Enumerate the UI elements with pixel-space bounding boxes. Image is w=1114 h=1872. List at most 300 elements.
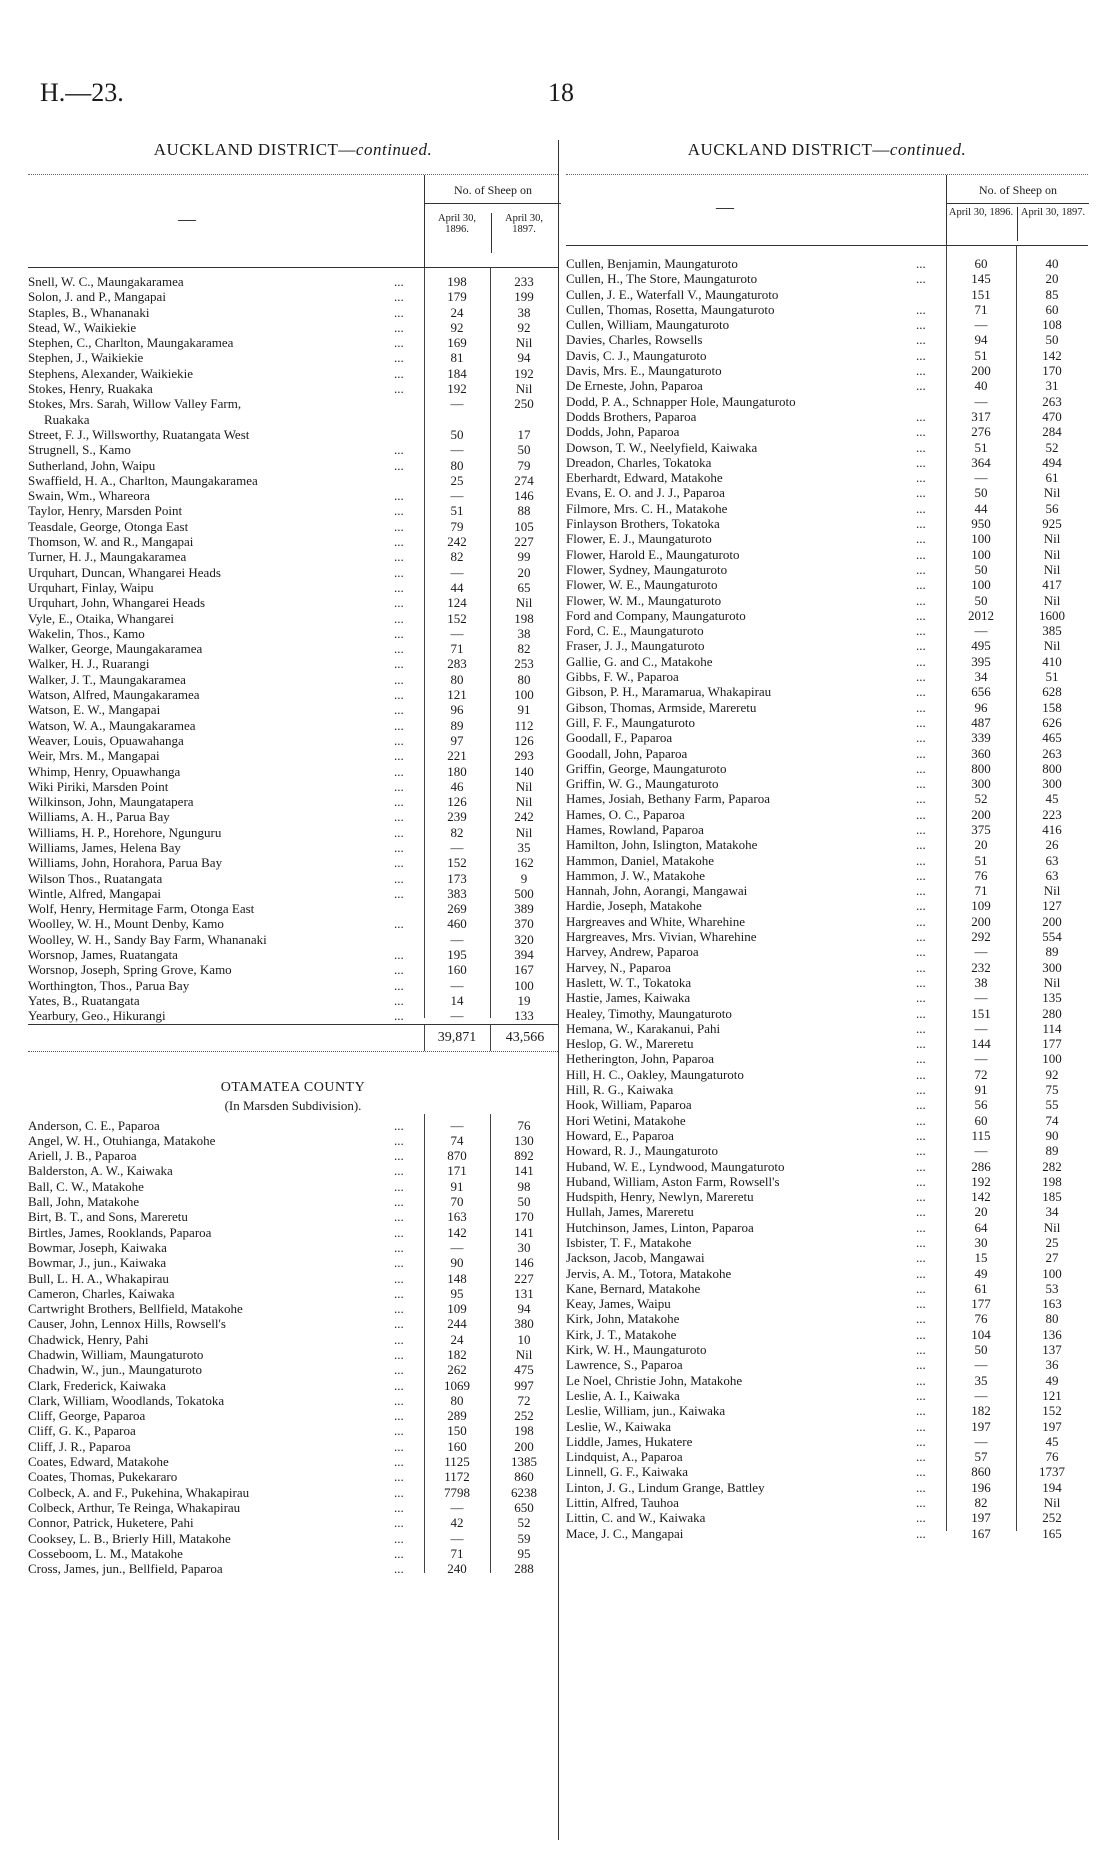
owner-name: Urquhart, Duncan, Whangarei Heads: [28, 564, 221, 580]
sheep-count-1897: 40: [1045, 256, 1059, 271]
sheep-count-1896: 76: [974, 1311, 988, 1327]
table-row: [28, 1515, 558, 1530]
table-row: [28, 1133, 558, 1148]
leader-dots: ...: [394, 319, 404, 335]
table-row: [28, 1531, 558, 1546]
owner-name: Wilkinson, John, Maungatapera: [28, 794, 194, 810]
sheep-count-1897: 500: [514, 885, 534, 901]
sheep-count-1897: 417: [1042, 577, 1062, 593]
owner-name: Isbister, T. F., Matakohe: [566, 1235, 692, 1250]
column-rule: [490, 268, 491, 1018]
owner-name: Leslie, A. I., Kaiwaka: [566, 1387, 680, 1403]
right-table-body: [566, 246, 1088, 1541]
sheep-count-1897: 146: [514, 488, 534, 504]
owner-name: Leslie, W., Kaiwaka: [566, 1418, 672, 1434]
sheep-count-1897: 416: [1042, 821, 1062, 837]
sheep-count-1896: 171: [447, 1163, 467, 1179]
sheep-count-1896: 182: [971, 1403, 991, 1419]
leader-dots: ...: [394, 534, 404, 550]
sheep-count-1896: 24: [450, 304, 464, 320]
table-row: [566, 822, 1088, 837]
sheep-count-1896: 179: [447, 289, 467, 305]
owner-name: Lindquist, A., Paparoa: [566, 1449, 683, 1465]
table-row: [28, 1393, 558, 1408]
sheep-count-1897: 114: [1042, 1020, 1062, 1036]
leader-dots: ...: [394, 518, 404, 534]
table-row: [566, 791, 1088, 806]
sheep-count-1896: —: [974, 1433, 988, 1449]
table-row: [566, 761, 1088, 776]
owner-name: Eberhardt, Edward, Matakohe: [566, 470, 723, 486]
sheep-count-1897: Nil: [515, 335, 533, 351]
sheep-count-1897: 100: [1042, 1265, 1062, 1281]
sheep-count-1896: 72: [974, 1066, 988, 1082]
table-row: [566, 1373, 1088, 1388]
leader-dots: ...: [916, 439, 926, 455]
right-table-header: [566, 174, 1088, 246]
leader-dots: ...: [916, 867, 926, 883]
sheep-count-1897: 45: [1045, 791, 1059, 807]
sheep-count-1897: 52: [517, 1515, 531, 1531]
sheep-count-1896: 61: [974, 1280, 988, 1296]
sheep-count-1896: 800: [971, 760, 991, 776]
leader-dots: ...: [916, 1051, 926, 1067]
table-row: [28, 733, 558, 748]
owner-name: Liddle, James, Hukatere: [566, 1433, 693, 1449]
sheep-count-1897: 158: [1042, 699, 1062, 715]
sheep-count-1896: —: [974, 623, 988, 639]
table-row: [566, 1174, 1088, 1189]
owner-name: Gill, F. F., Maungaturoto: [566, 714, 696, 730]
sheep-count-1896: —: [974, 317, 988, 333]
leader-dots: ...: [916, 485, 926, 501]
owner-name: Hutchinson, James, Linton, Paparoa: [566, 1219, 754, 1235]
sheep-count-1896: 80: [450, 671, 464, 687]
owner-name: Davis, Mrs. E., Maungaturoto: [566, 363, 722, 379]
owner-name: Cosseboom, L. M., Matakohe: [28, 1545, 183, 1561]
sheep-count-1897: 250: [514, 396, 534, 412]
owner-name: Clark, William, Woodlands, Tokatoka: [28, 1392, 225, 1408]
table-row: [28, 549, 558, 564]
sheep-count-1896: —: [450, 931, 464, 947]
table-row: [28, 626, 558, 641]
table-row: [28, 764, 558, 779]
sheep-count-1896: 57: [974, 1449, 988, 1465]
sheep-count-1896: 100: [971, 531, 991, 547]
leader-dots: ...: [916, 760, 926, 776]
sheep-count-1897: Nil: [515, 595, 533, 611]
sheep-count-1897: 26: [1045, 837, 1059, 853]
owner-name: Evans, E. O. and J. J., Paparoa: [566, 485, 725, 501]
sheep-count-1896: —: [974, 1051, 988, 1067]
leader-dots: ...: [394, 1469, 404, 1485]
sheep-count-1896: —: [450, 1530, 464, 1546]
sheep-count-1896: 1069: [444, 1377, 470, 1393]
leader-dots: ...: [916, 1020, 926, 1036]
sheep-count-1896: 860: [971, 1464, 991, 1480]
sheep-count-1896: 30: [974, 1235, 988, 1250]
sheep-count-1897: 1385: [511, 1454, 537, 1470]
table-row: [566, 378, 1088, 393]
leader-dots: ...: [916, 424, 926, 440]
table-row: [566, 1434, 1088, 1449]
sheep-count-1897: 626: [1042, 714, 1062, 730]
leader-dots: ...: [394, 549, 404, 565]
sheep-count-1896: 82: [450, 824, 464, 840]
table-row: [566, 317, 1088, 332]
sheep-count-1897: 94: [517, 1301, 531, 1317]
owner-name: Cullen, William, Maungaturoto: [566, 317, 730, 333]
sheep-count-1897: 263: [1042, 745, 1062, 761]
table-row: [28, 427, 558, 442]
table-row: [566, 975, 1088, 990]
sheep-count-1897: 100: [514, 977, 534, 993]
sheep-count-1897: 200: [514, 1438, 534, 1454]
owner-name: Flower, W. E., Maungaturoto: [566, 577, 718, 593]
sheep-count-1897: 650: [514, 1499, 534, 1515]
owner-name: Stephen, C., Charlton, Maungakaramea: [28, 335, 234, 351]
owner-name: Yates, B., Ruatangata: [28, 992, 140, 1008]
owner-name: Woolley, W. H., Sandy Bay Farm, Whananaki: [28, 931, 267, 947]
leader-dots: ...: [394, 702, 404, 718]
table-row: [566, 516, 1088, 531]
sheep-count-1897: 1737: [1039, 1464, 1065, 1480]
owner-name: Dodds Brothers, Paparoa: [566, 408, 697, 424]
sheep-count-1897: 167: [514, 962, 534, 978]
owner-name: Thomson, W. and R., Mangapai: [28, 534, 194, 550]
sheep-count-1896: 20: [974, 1204, 988, 1220]
sheep-count-1896: 44: [974, 500, 988, 516]
leader-dots: ...: [916, 1342, 926, 1358]
sheep-count-1897: 410: [1042, 653, 1062, 669]
sheep-count-1896: 276: [971, 424, 991, 440]
table-row: [28, 916, 558, 931]
sheep-count-1896: 283: [447, 656, 467, 672]
owner-name: Cliff, G. K., Paparoa: [28, 1423, 136, 1439]
table-row: [28, 534, 558, 549]
table-row: [28, 1378, 558, 1393]
sheep-count-1896: 151: [971, 1005, 991, 1021]
sheep-count-1896: 364: [971, 454, 991, 470]
sheep-count-1896: 15: [974, 1250, 988, 1266]
owner-name: Dowson, T. W., Neelyfield, Kaiwaka: [566, 439, 758, 455]
sheep-count-1896: 35: [974, 1372, 988, 1388]
sheep-count-1897: 53: [1045, 1280, 1059, 1296]
leader-dots: ...: [394, 1438, 404, 1454]
total-1897: 43,566: [490, 1025, 559, 1051]
sheep-count-1896: 300: [971, 776, 991, 792]
table-row: [28, 1209, 558, 1224]
leader-dots: ...: [916, 347, 926, 363]
sheep-count-1896: 44: [450, 579, 464, 595]
leader-dots: ...: [394, 1148, 404, 1164]
owner-name: Hill, H. C., Oakley, Maungaturoto: [566, 1066, 744, 1082]
owner-name: Worsnop, Joseph, Spring Grove, Kamo: [28, 962, 232, 978]
table-row: [566, 1296, 1088, 1311]
name-column-header: —: [178, 209, 196, 229]
sheep-count-1897: 75: [1045, 1082, 1059, 1098]
leader-dots: ...: [916, 730, 926, 746]
sheep-count-1896: 71: [974, 883, 988, 899]
leader-dots: ...: [916, 256, 926, 271]
leader-dots: ...: [916, 1082, 926, 1098]
sheep-count-1897: 30: [517, 1239, 531, 1255]
owner-name: Kirk, J. T., Matakohe: [566, 1326, 677, 1342]
sheep-count-1897: 17: [517, 426, 531, 442]
owner-name: Watson, Alfred, Maungakaramea: [28, 687, 200, 703]
leader-dots: ...: [394, 457, 404, 473]
owner-name: Cullen, J. E., Waterfall V., Maungaturoto: [566, 286, 779, 302]
table-row: [566, 363, 1088, 378]
table-row: [28, 947, 558, 962]
sheep-count-1897: 263: [1042, 393, 1062, 409]
owner-name: Haslett, W. T., Tokatoka: [566, 974, 692, 990]
owner-name: Gallie, G. and C., Matakohe: [566, 653, 713, 669]
sheep-count-1896: 495: [971, 638, 991, 654]
sheep-count-1896: 64: [974, 1219, 988, 1235]
leader-dots: ...: [916, 1112, 926, 1128]
leader-dots: ...: [394, 442, 404, 458]
leader-dots: ...: [394, 350, 404, 366]
table-row: [566, 1327, 1088, 1342]
leader-dots: ...: [916, 1296, 926, 1312]
table-row: [566, 470, 1088, 485]
sheep-count-1897: 997: [514, 1377, 534, 1393]
table-row: [566, 1143, 1088, 1158]
sheep-count-1897: 9: [520, 870, 528, 886]
table-row: [28, 855, 558, 870]
sheep-count-1896: 244: [447, 1316, 467, 1332]
leader-dots: ...: [394, 992, 404, 1008]
owner-name: Howard, R. J., Maungaturoto: [566, 1143, 719, 1159]
leader-dots: ...: [916, 561, 926, 577]
table-row: [28, 1485, 558, 1500]
sheep-count-1896: 115: [971, 1127, 991, 1143]
sheep-count-1896: 92: [450, 319, 464, 335]
owner-name: Cooksey, L. B., Brierly Hill, Matakohe: [28, 1530, 231, 1546]
table-row: [566, 1388, 1088, 1403]
sheep-count-1897: Nil: [1043, 1495, 1061, 1511]
owner-name: De Erneste, John, Paparoa: [566, 378, 703, 394]
sheep-count-1897: 800: [1042, 760, 1062, 776]
sheep-count-1896: 160: [447, 1438, 467, 1454]
sheep-count-1896: 109: [971, 898, 991, 914]
sheep-count-1897: 288: [514, 1561, 534, 1577]
table-row: [566, 1266, 1088, 1281]
sheep-count-1897: 72: [517, 1392, 531, 1408]
owner-name: Ford and Company, Maungaturoto: [566, 607, 746, 623]
leader-dots: ...: [394, 595, 404, 611]
owner-name: Hargreaves and White, Wharehine: [566, 913, 746, 929]
sheep-count-1897: 89: [1045, 1143, 1059, 1159]
owner-name: Sutherland, John, Waipu: [28, 457, 156, 473]
sheep-count-1896: 148: [447, 1270, 467, 1286]
leader-dots: ...: [394, 1117, 404, 1133]
table-row: [566, 394, 1088, 409]
leader-dots: ...: [916, 1495, 926, 1511]
sheep-count-1897: 63: [1045, 867, 1059, 883]
owner-name: Walker, George, Maungakaramea: [28, 641, 203, 657]
table-row: [566, 593, 1088, 608]
sheep-count-1897: 108: [1042, 317, 1062, 333]
table-row: [566, 302, 1088, 317]
owner-name: Kirk, John, Matakohe: [566, 1311, 680, 1327]
column-rule: [424, 268, 425, 1018]
leader-dots: ...: [916, 516, 926, 532]
sheep-count-1896: 51: [974, 347, 988, 363]
table-row: [28, 565, 558, 580]
table-row: [28, 1008, 558, 1023]
leader-dots: ...: [394, 855, 404, 871]
sheep-count-1897: 133: [514, 1008, 534, 1024]
owner-name: Gibson, P. H., Maramarua, Whakapirau: [566, 684, 772, 700]
sheep-count-1896: 89: [450, 717, 464, 733]
sheep-count-1897: 141: [514, 1224, 534, 1240]
table-row: [566, 271, 1088, 286]
sheep-count-1897: 197: [1042, 1418, 1062, 1434]
table-row: [28, 1423, 558, 1438]
sheep-count-1896: 24: [450, 1331, 464, 1347]
table-row: [566, 256, 1088, 271]
owner-name: Wiki Piriki, Marsden Point: [28, 778, 169, 794]
page-number: 18: [548, 78, 574, 107]
table-row: [566, 730, 1088, 745]
sheep-count-1896: 177: [971, 1296, 991, 1312]
table-row: [566, 1113, 1088, 1128]
sheep-count-1896: 90: [450, 1255, 464, 1271]
sheep-count-1897: 85: [1045, 286, 1059, 302]
table-row: [566, 837, 1088, 852]
owner-name: Cullen, Benjamin, Maungaturoto: [566, 256, 738, 271]
sheep-count-1896: 46: [450, 778, 464, 794]
sheep-count-1896: 97: [450, 732, 464, 748]
sheep-count-1897: Nil: [515, 381, 533, 397]
table-row: [566, 1311, 1088, 1326]
leader-dots: ...: [394, 1545, 404, 1561]
sheep-count-1896: 42: [450, 1515, 464, 1531]
owner-name: Fraser, J. J., Maungaturoto: [566, 638, 705, 654]
owner-name: Dreadon, Charles, Tokatoka: [566, 454, 712, 470]
table-row: [28, 274, 558, 289]
owner-name: Hames, Josiah, Bethany Farm, Paparoa: [566, 791, 770, 807]
sheep-count-1896: —: [450, 625, 464, 641]
table-row: [28, 1362, 558, 1377]
leader-dots: ...: [394, 1331, 404, 1347]
owner-name: Chadwin, W., jun., Maungaturoto: [28, 1362, 203, 1378]
table-row: [28, 1225, 558, 1240]
table-row: [28, 687, 558, 702]
table-row: [566, 638, 1088, 653]
column-divider: [558, 140, 559, 1840]
owner-name: Gibson, Thomas, Armside, Mareretu: [566, 699, 757, 715]
owner-name: Chadwin, William, Maungaturoto: [28, 1347, 204, 1362]
table-row: [566, 776, 1088, 791]
sheep-count-1897: 141: [514, 1163, 534, 1179]
sheep-count-1896: 950: [971, 516, 991, 532]
leader-dots: ...: [916, 1525, 926, 1541]
leader-dots: ...: [394, 947, 404, 963]
sheep-count-1896: 51: [974, 852, 988, 868]
sheep-count-1897: 170: [1042, 363, 1062, 379]
sheep-count-1897: 227: [514, 534, 534, 550]
leader-dots: ...: [916, 638, 926, 654]
leader-dots: ...: [916, 852, 926, 868]
table-row: [566, 1495, 1088, 1510]
sheep-count-1897: 140: [514, 763, 534, 779]
owner-name: Linton, J. G., Lindum Grange, Battley: [566, 1479, 765, 1495]
sheep-count-1897: 94: [517, 350, 531, 366]
sheep-count-1897: 92: [1045, 1066, 1059, 1082]
sheep-count-1896: 487: [971, 714, 991, 730]
leader-dots: ...: [916, 1204, 926, 1220]
owner-name: Hardie, Joseph, Matakohe: [566, 898, 702, 914]
leader-dots: ...: [916, 317, 926, 333]
sheep-count-1896: 49: [974, 1265, 988, 1281]
sheep-count-1897: 50: [517, 1194, 531, 1210]
owner-name: Cullen, H., The Store, Maungaturoto: [566, 271, 758, 287]
leader-dots: ...: [916, 1433, 926, 1449]
header-april-1896: April 30, 1896.: [948, 207, 1014, 218]
sheep-count-1897: 137: [1042, 1342, 1062, 1358]
sheep-count-1897: 126: [514, 732, 534, 748]
owner-name: Vyle, E., Otaika, Whangarei: [28, 610, 174, 626]
sheep-count-1897: 45: [1045, 1433, 1059, 1449]
table-row: [28, 1561, 558, 1576]
table-row: [566, 1480, 1088, 1495]
sheep-count-1897: 465: [1042, 730, 1062, 746]
owner-name: Ariell, J. B., Paparoa: [28, 1148, 137, 1164]
sheep-count-1897: Nil: [1043, 592, 1061, 608]
leader-dots: ...: [916, 1005, 926, 1021]
sheep-count-1896: 60: [974, 256, 988, 271]
leader-dots: ...: [916, 1280, 926, 1296]
table-row: [566, 1357, 1088, 1372]
owner-name: Kirk, W. H., Maungaturoto: [566, 1342, 707, 1358]
table-row: [28, 1255, 558, 1270]
table-row: [566, 1342, 1088, 1357]
leader-dots: ...: [916, 546, 926, 562]
sheep-count-1897: 198: [1042, 1173, 1062, 1189]
leader-dots: ...: [394, 794, 404, 810]
table-row: [566, 287, 1088, 302]
leader-dots: ...: [394, 1515, 404, 1531]
owner-name: Heslop, G. W., Mareretu: [566, 1036, 694, 1052]
table-row: [28, 1546, 558, 1561]
leader-dots: ...: [916, 714, 926, 730]
table-row: [28, 595, 558, 610]
owner-name: Dodd, P. A., Schnapper Hole, Maungaturoto: [566, 393, 796, 409]
sheep-count-1897: 162: [514, 855, 534, 871]
total-row: [28, 1024, 558, 1052]
table-row: [28, 1194, 558, 1209]
table-row: [28, 901, 558, 916]
table-row: [28, 886, 558, 901]
leader-dots: ...: [916, 837, 926, 853]
table-row: [28, 702, 558, 717]
sheep-count-1896: 221: [447, 748, 467, 764]
owner-name: Swaffield, H. A., Charlton, Maungakaramea: [28, 472, 258, 488]
owner-name: Howard, E., Paparoa: [566, 1127, 674, 1143]
owner-name: Birtles, James, Rooklands, Paparoa: [28, 1224, 212, 1240]
leader-dots: ...: [394, 717, 404, 733]
sheep-count-1897: 98: [517, 1178, 531, 1194]
sheep-count-1896: 81: [450, 350, 464, 366]
sheep-count-1897: 59: [517, 1530, 531, 1546]
table-row: [28, 840, 558, 855]
leader-dots: ...: [394, 1316, 404, 1332]
leader-dots: ...: [916, 271, 926, 287]
sheep-count-1896: 50: [974, 1342, 988, 1358]
